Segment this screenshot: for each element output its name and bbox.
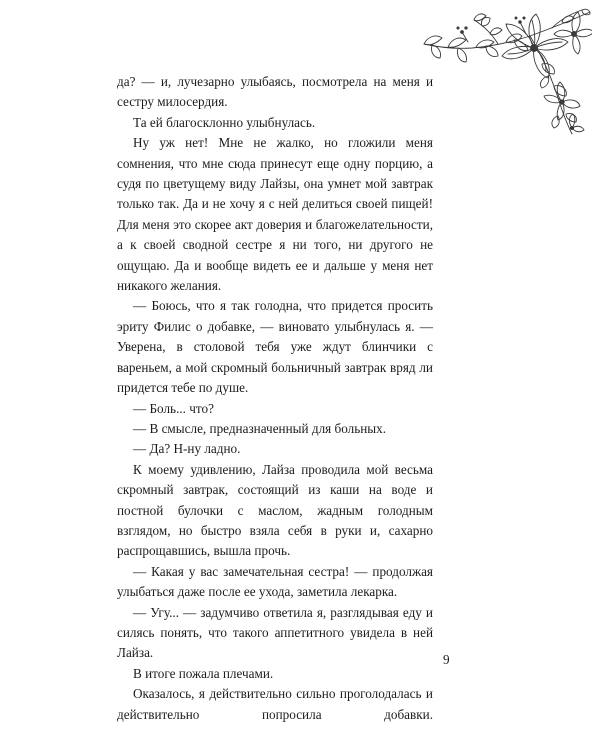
- paragraph-4: — Боюсь, что я так голодна, что придется просить эриту Филис о добавке, — виновато улыбнулась я. — Уверена, в столовой тебя уже ждут блинчики с вареньем, а мой скромный больничный завтрак вряд ли придется тебе по душе.: [117, 298, 433, 396]
- paragraph-10: — Угу... — задумчиво ответила я, разглядывая еду и силясь понять, что такого аппетитного увидела в ней Лайза.: [117, 604, 433, 661]
- paragraph-12: Оказалось, я действительно сильно проголодалась и действительно попросила добавки.: [117, 686, 433, 722]
- paragraph-5: — Боль... что?: [133, 400, 214, 416]
- paragraph-6: — В смысле, предназначенный для больных.: [133, 420, 387, 436]
- paragraph-1: да? — и, лучезарно улыбаясь, посмотрела на меня и сестру милосердия.: [117, 74, 433, 110]
- paragraph-2: Та ей благосклонно улыбнулась.: [133, 114, 316, 130]
- paragraph-7: — Да? Н-ну ладно.: [133, 441, 241, 457]
- paragraph-3: Ну уж нет! Мне не жалко, но гложили меня сомнения, что мне сюда принесут еще одну порцию, а судя по цветущему виду Лайзы, она умнет мой завтрак только так. Да и не хочу я с ней делиться своей пищей! Для меня это скорее акт доверия и благожелательности, а к своей сводной сестре я ни того, ни другого не ощущаю. Да и вообще видеть ее и дальше у меня нет никакого желания.: [117, 135, 433, 294]
- paragraph-9: — Какая у вас замечательная сестра! — продолжая улыбаться даже после ее ухода, заметила лекарка.: [117, 563, 433, 600]
- paragraph-8: К моему удивлению, Лайза проводила мой весьма скромный завтрак, состоящий из каши на воде и постной булочки с маслом, жадным голодным взглядом, но быстро взяла себя в руки и, сахарно распрощавшись, вышла прочь.: [117, 461, 433, 559]
- book-page-text: [117, 72, 433, 725]
- paragraph-11: В итоге пожала плечами.: [133, 665, 274, 681]
- page-number: 9: [443, 652, 450, 667]
